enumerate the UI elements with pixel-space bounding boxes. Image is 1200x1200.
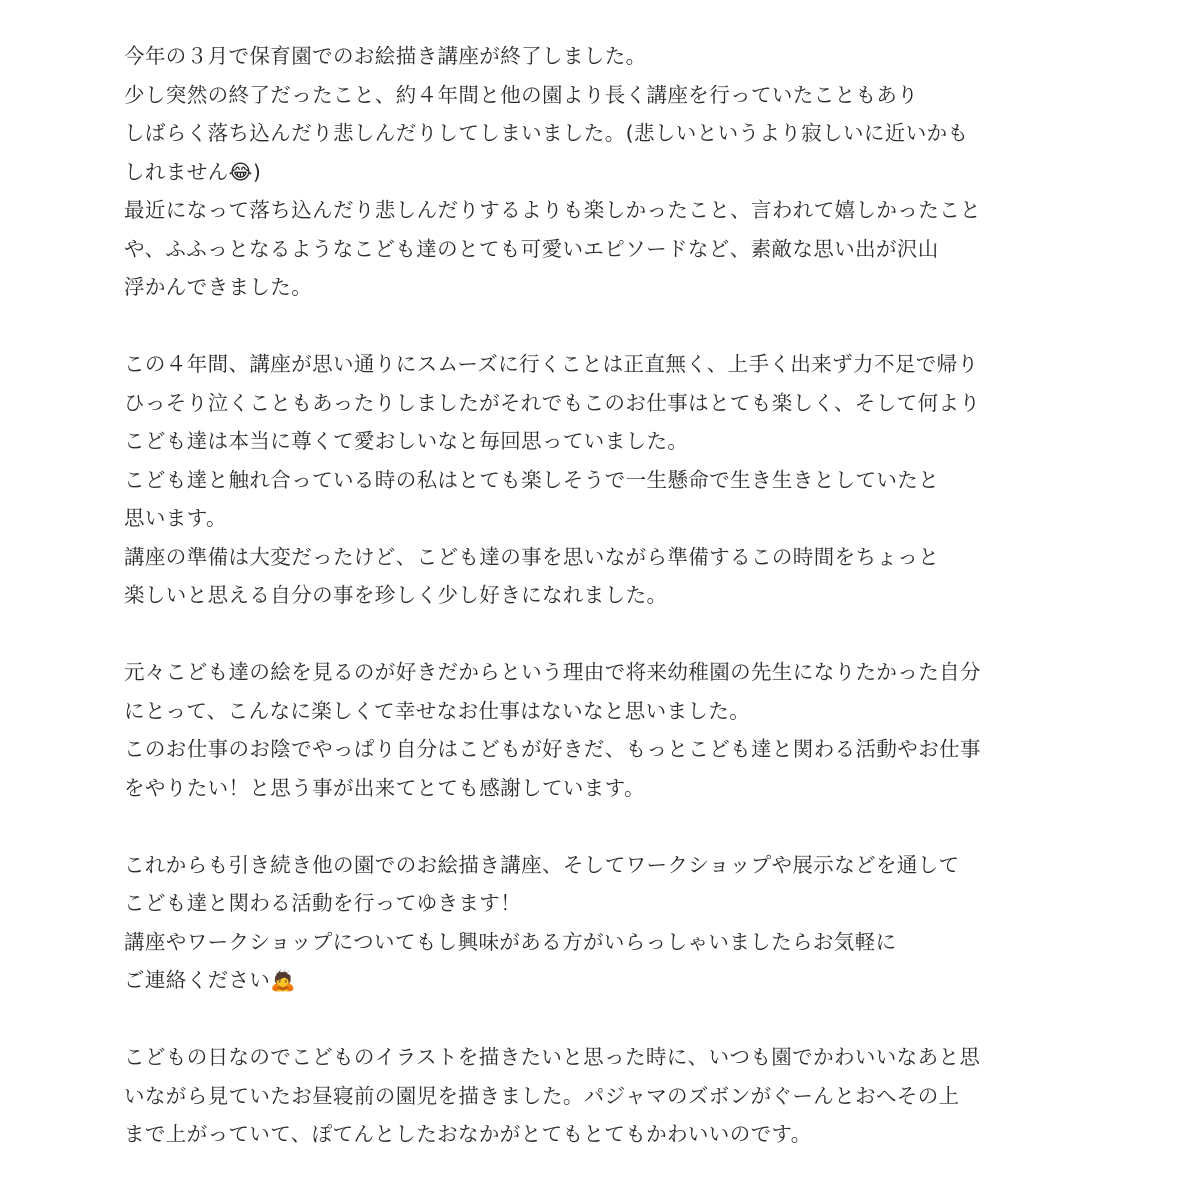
text-line: しばらく落ち込んだり悲しんだりしてしまいました。(悲しいというより寂しいに近いかも (124, 121, 969, 145)
paragraph-gap (124, 615, 1144, 654)
paragraph-gap (124, 1000, 1144, 1039)
text-line: 少し突然の終了だったこと、約４年間と他の園より長く講座を行っていたこともあり (124, 82, 919, 107)
paragraph-gap (124, 307, 1144, 346)
paragraph-2 (124, 345, 1144, 615)
text-line: や、ふふっとなるようなこども達のとても可愛いエピソードなど、素敵な思い出が沢山 (124, 236, 939, 261)
text-line: これからも引き続き他の園でのお絵描き講座、そしてワークショップや展示などを通して (124, 852, 960, 877)
note-body (124, 37, 1144, 1154)
text-line: こども達と触れ合っている時の私はとても楽しそうで一生懸命で生き生きとしていたと (124, 467, 940, 492)
text-line: 浮かんできました。 (124, 275, 313, 299)
text-line: 元々こども達の絵を見るのが好きだからという理由で将来幼稚園の先生になりたかった自分 (124, 660, 981, 684)
paragraph-5 (124, 1038, 1144, 1154)
text-line: いながら見ていたお昼寝前の園児を描きました。パジャマのズボンがぐーんとおへその上 (124, 1083, 960, 1108)
text-line: しれません😂) (124, 159, 262, 184)
text-line: 講座の準備は大変だったけど、こども達の事を思いながら準備するこの時間をちょっと (124, 544, 940, 569)
text-line: 講座やワークショップについてもし興味がある方がいらっしゃいましたらお気軽に (124, 929, 897, 954)
text-line: こども達と関わる活動を行ってゆきます！ (124, 891, 522, 915)
paragraph-1 (124, 37, 1144, 307)
text-line: 楽しいと思える自分の事を珍しく少し好きになれました。 (124, 583, 668, 607)
text-line: ご連絡ください🙇 (124, 968, 297, 992)
text-line: 最近になって落ち込んだり悲しんだりするよりも楽しかったこと、言われて嬉しかったこと (124, 198, 981, 222)
text-line: こどもの日なのでこどものイラストを描きたいと思った時に、いつも園でかわいいなあと思 (124, 1045, 981, 1069)
text-line: 思います。 (124, 506, 227, 530)
text-line: こども達は本当に尊くて愛おしいなと毎回思っていました。 (124, 429, 689, 453)
text-line: まで上がっていて、ぽてんとしたおなかがとてもとてもかわいいのです。 (124, 1122, 812, 1146)
text-line: をやりたい！と思う事が出来てとても感謝しています。 (124, 775, 645, 800)
paragraph-gap (124, 807, 1144, 846)
text-line: ひっそり泣くこともあったりしましたがそれでもこのお仕事はとても楽しく、そして何より (124, 390, 981, 415)
text-line: 今年の３月で保育園でのお絵描き講座が終了しました。 (124, 44, 647, 68)
paragraph-4 (124, 846, 1144, 1000)
text-line: にとって、こんなに楽しくて幸せなお仕事はないなと思いました。 (124, 698, 751, 723)
text-line: この４年間、講座が思い通りにスムーズに行くことは正直無く、上手く出来ず力不足で帰り (124, 352, 979, 376)
text-line: このお仕事のお陰でやっぱり自分はこどもが好きだ、もっとこども達と関わる活動やお仕事 (124, 737, 981, 761)
paragraph-3 (124, 653, 1144, 807)
